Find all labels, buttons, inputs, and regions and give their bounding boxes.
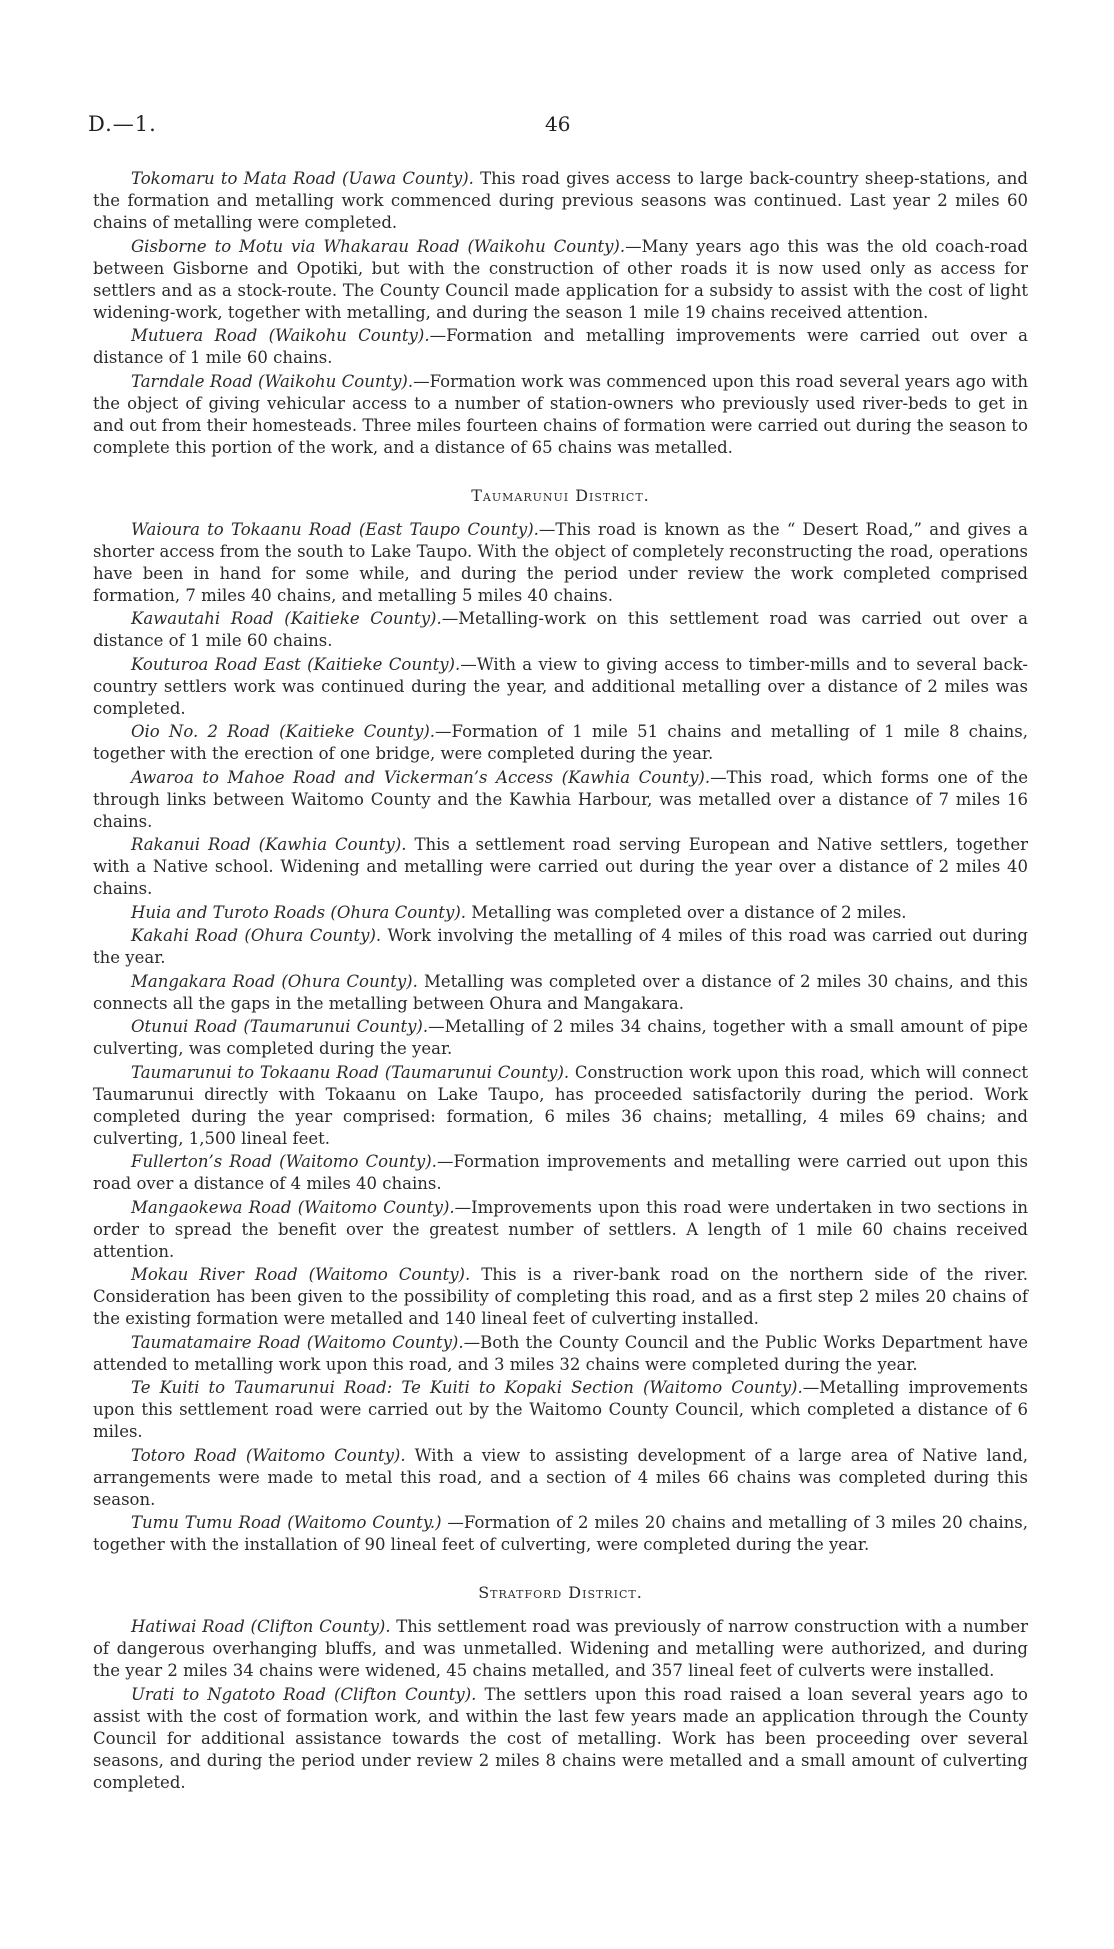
road-paragraph xyxy=(93,767,1028,833)
road-title: Tarndale Road (Waikohu County). xyxy=(131,371,414,391)
road-description: —Formation of 2 miles 20 chains and metalling of 3 miles 20 chains, together with the installation of 90 lineal feet of culverting, were completed during the year. xyxy=(93,1513,1028,1554)
road-description: —This road, which forms one of the through links between Waitomo County and the Kawhia Harbour, was metalled over a distance of 7 miles 16 chains. xyxy=(93,767,1028,831)
road-paragraph xyxy=(93,1377,1028,1443)
road-paragraph xyxy=(93,325,1028,369)
road-description: Metalling was completed over a distance of 2 miles. xyxy=(466,902,907,922)
road-title: Taumatamaire Road (Waitomo County). xyxy=(131,1332,464,1352)
road-description: —Improvements upon this road were undertaken in two sections in order to spread the benefit over the greatest number of settlers. A length of 1 mile 60 chains received attention. xyxy=(93,1197,1028,1261)
road-description: Metalling was completed over a distance of 2 miles 30 chains, and this connects all the gaps in the metalling between Ohura and Mangakara. xyxy=(93,971,1028,1013)
road-description: Work involving the metalling of 4 miles of this road was carried out during the year. xyxy=(93,926,1028,967)
road-paragraph xyxy=(93,371,1028,459)
road-description: —Metalling improvements upon this settlement road were carried out by the Waitomo County Council, which completed a distance of 6 miles. xyxy=(93,1378,1028,1441)
road-paragraph xyxy=(93,519,1028,607)
road-title: Kouturoa Road East (Kaitieke County). xyxy=(131,654,461,674)
road-paragraph xyxy=(93,1445,1028,1511)
road-description: The settlers upon this road raised a loan several years ago to assist with the cost of formation work, and within the last few years made an application through the County Council for additional assistance towards the cost of metalling. Work has been proceeding over several seasons, and during the period under review 2 miles 8 chains were metalled and a small amount of culverting completed. xyxy=(93,1684,1028,1792)
road-paragraph xyxy=(93,1512,1028,1556)
road-description: —Both the County Council and the Public Works Department have attended to metalling work upon this road, and 3 miles 32 chains were completed during the year. xyxy=(93,1332,1028,1374)
road-description: This settlement road was previously of narrow construction with a number of dangerous overhanging bluffs, and was unmetalled. Widening and metalling were authorized, and during the year 2 miles 34 chains were widened, 45 chains metalled, and 357 lineal feet of culverts were installed. xyxy=(93,1617,1028,1680)
road-title: Otunui Road (Taumarunui County). xyxy=(131,1017,429,1036)
road-title: Mutuera Road (Waikohu County). xyxy=(131,326,430,345)
road-paragraph xyxy=(93,971,1028,1015)
road-title: Kawautahi Road (Kaitieke County). xyxy=(131,609,442,628)
road-description: —Metalling of 2 miles 34 chains, together with a small amount of pipe culverting, was completed during the year. xyxy=(93,1017,1029,1058)
road-description: —With a view to giving access to timber-mills and to several back-country settlers work was continued during the year, and additional metalling over a distance of 2 miles was completed. xyxy=(93,654,1028,718)
road-paragraph xyxy=(93,608,1028,652)
road-paragraph xyxy=(93,1151,1028,1195)
road-title: Te Kuiti to Taumarunui Road: Te Kuiti to Kopaki Section (Waitomo County). xyxy=(131,1378,803,1397)
road-title: Waioura to Tokaanu Road (East Taupo County). xyxy=(131,519,539,539)
road-description: This is a river-bank road on the northern side of the river. Consideration has been given to the possibility of completing this road, and as a first step 2 miles 20 chains of the existing formation were metalled and 140 lineal feet of culverting installed. xyxy=(93,1265,1028,1328)
road-paragraph xyxy=(93,1264,1028,1330)
road-title: Mokau River Road (Waitomo County). xyxy=(131,1265,471,1284)
section-heading: Stratford District. xyxy=(478,1583,643,1602)
road-paragraph xyxy=(93,1062,1028,1150)
road-title: Oio No. 2 Road (Kaitieke County). xyxy=(131,722,436,741)
road-title: Mangaokewa Road (Waitomo County). xyxy=(131,1197,455,1217)
road-description: Construction work upon this road, which will connect Taumarunui directly with Tokaanu on Lake Taupo, has proceeded satisfactorily during the period. Work completed during the year comprised: formation, 6 miles 36 chains; metalling, 4 miles 69 chains; and culverting, 1,500 lineal feet. xyxy=(93,1062,1028,1148)
road-paragraph xyxy=(93,1197,1028,1263)
section-heading: Taumarunui District. xyxy=(471,485,650,505)
road-description: —Formation and metalling improvements were carried out over a distance of 1 mile 60 chains. xyxy=(93,326,1029,367)
road-title: Huia and Turoto Roads (Ohura County). xyxy=(131,902,467,922)
road-paragraph xyxy=(93,902,1028,924)
road-title: Tumu Tumu Road (Waitomo County.) xyxy=(131,1513,442,1532)
road-description: —Metalling-work on this settlement road was carried out over a distance of 1 mile 60 chains. xyxy=(93,609,1028,650)
road-description: —Formation work was commenced upon this road several years ago with the object of giving vehicular access to a number of station-owners who previously used river-beds to get in and out from their homesteads. Three miles fourteen chains of formation were carried out during the season to complete this portion of the work, and a distance of 65 chains was metalled. xyxy=(93,371,1028,457)
page-number: 46 xyxy=(545,112,571,136)
road-paragraph xyxy=(93,1616,1028,1682)
road-description: —This road is known as the “ Desert Road,” and gives a shorter access from the south to Lake Taupo. With the object of completely reconstructing the road, operations have been in hand for some while, and during the period under review the work completed comprised formation, 7 miles 40 chains, and metalling 5 miles 40 chains. xyxy=(93,519,1028,605)
road-paragraph xyxy=(93,721,1028,765)
road-description: With a view to assisting development of a large area of Native land, arrangements were made to metal this road, and a section of 4 miles 66 chains was completed during this season. xyxy=(93,1445,1028,1509)
road-title: Fullerton’s Road (Waitomo County). xyxy=(131,1152,437,1171)
road-description: —Formation improvements and metalling were carried out upon this road over a distance of 4 miles 40 chains. xyxy=(93,1152,1029,1193)
road-title: Awaroa to Mahoe Road and Vickerman’s Access (Kawhia County). xyxy=(131,767,711,787)
road-description: This a settlement road serving European and Native settlers, together with a Native school. Widening and metalling were carried out during the year over a distance of 2 miles 40 chains. xyxy=(93,835,1028,898)
road-paragraph xyxy=(93,236,1028,324)
road-title: Totoro Road (Waitomo County). xyxy=(131,1445,406,1465)
road-title: Taumarunui to Tokaanu Road (Taumarunui County). xyxy=(131,1062,570,1082)
road-title: Rakanui Road (Kawhia County). xyxy=(131,835,407,854)
road-title: Hatiwai Road (Clifton County). xyxy=(131,1617,391,1636)
road-paragraph xyxy=(93,1332,1028,1376)
road-title: Gisborne to Motu via Whakarau Road (Waikohu County). xyxy=(131,236,626,256)
road-paragraph xyxy=(93,834,1028,900)
road-description: This road gives access to large back-country sheep-stations, and the formation and metalling work commenced during previous seasons was continued. Last year 2 miles 60 chains of metalling were completed. xyxy=(93,169,1028,232)
document-reference: D.—1. xyxy=(88,112,157,136)
road-paragraph xyxy=(93,1016,1028,1060)
road-description: —Formation of 1 mile 51 chains and metalling of 1 mile 8 chains, together with the erection of one bridge, were completed during the year. xyxy=(93,722,1028,763)
road-title: Kakahi Road (Ohura County). xyxy=(131,926,382,945)
road-paragraph xyxy=(93,168,1028,234)
road-description: —Many years ago this was the old coach-road between Gisborne and Opotiki, but with the construction of other roads it is now used only as access for settlers and as a stock-route. The County Council made application for a subsidy to assist with the cost of light widening-work, together with metalling, and during the season 1 mile 19 chains received attention. xyxy=(93,236,1028,322)
road-paragraph xyxy=(93,1684,1028,1794)
road-title: Tokomaru to Mata Road (Uawa County). xyxy=(131,169,474,188)
page-content xyxy=(93,168,1028,1795)
road-paragraph xyxy=(93,654,1028,720)
road-title: Urati to Ngatoto Road (Clifton County). xyxy=(131,1684,477,1704)
road-paragraph xyxy=(93,925,1028,969)
road-title: Mangakara Road (Ohura County). xyxy=(131,971,418,991)
